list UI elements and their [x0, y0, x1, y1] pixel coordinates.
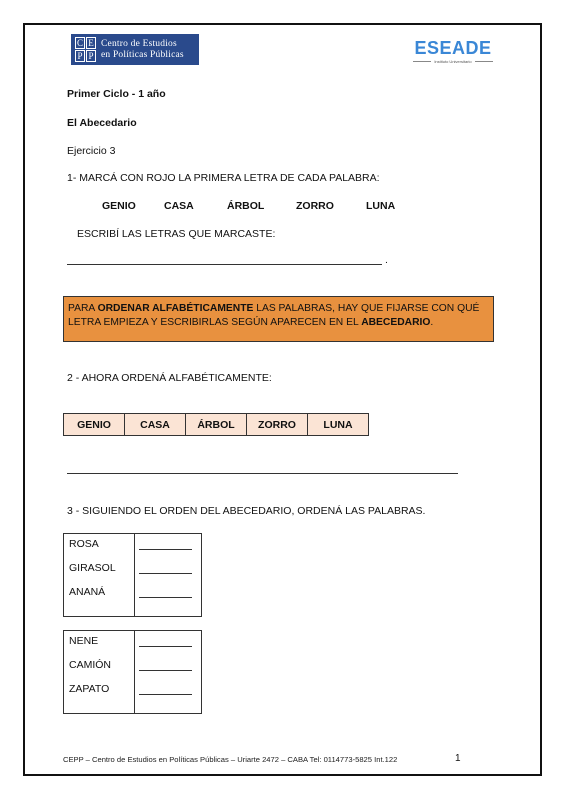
answer-line-period: . — [385, 254, 388, 266]
task2-word-cell: GENIO — [64, 414, 125, 435]
eseade-logo-name: ESEADE — [414, 38, 492, 58]
answer-blank[interactable] — [135, 659, 201, 683]
word-column — [64, 534, 135, 616]
table-word: ROSA — [69, 538, 99, 550]
note-emphasis: ABECEDARIO — [361, 317, 431, 328]
eseade-logo — [408, 38, 498, 66]
answer-line — [67, 264, 382, 265]
eseade-tagline-text: Instituto Universitario — [434, 59, 472, 64]
eseade-logo-tagline — [408, 59, 498, 64]
topic-heading: El Abecedario — [67, 117, 137, 129]
task2-word-table — [63, 413, 369, 436]
task1-word: LUNA — [366, 200, 396, 212]
table-word: ZAPATO — [69, 683, 110, 695]
answer-blank[interactable] — [135, 683, 201, 707]
cepp-letter: C — [76, 38, 83, 48]
task2-instruction: 2 - AHORA ORDENÁ ALFABÉTICAMENTE: — [67, 372, 272, 384]
note-text: . — [430, 317, 434, 328]
answer-blank[interactable] — [135, 635, 201, 659]
page-footer: CEPP – Centro de Estudios en Políticas Públicas – Uriarte 2472 – CABA Tel: 0114773-5825 Int.122 — [63, 755, 398, 764]
answer-column — [135, 631, 201, 713]
note-text: LAS PALABRAS, HAY QUE FIJARSE CON QUÉ LETRA EMPIEZA Y ESCRIBIRLAS SEGÚN APARECEN EN EL — [68, 303, 480, 328]
word-column — [64, 631, 135, 713]
task3-table-1 — [63, 533, 202, 617]
table-word: ANANÁ — [69, 586, 106, 598]
cepp-logo — [71, 34, 199, 65]
task1-write-prompt: ESCRIBÍ LAS LETRAS QUE MARCASTE: — [77, 228, 276, 240]
task1-instruction: 1- MARCÁ CON ROJO LA PRIMERA LETRA DE CADA PALABRA: — [67, 172, 380, 184]
answer-blank[interactable] — [135, 586, 201, 610]
task1-word: ÁRBOL — [227, 200, 265, 212]
task2-word-cell: ZORRO — [247, 414, 308, 435]
page-number: 1 — [455, 753, 461, 764]
task3-instruction: 3 - SIGUIENDO EL ORDEN DEL ABECEDARIO, ORDENÁ LAS PALABRAS. — [67, 505, 426, 517]
task2-word-cell: CASA — [125, 414, 186, 435]
answer-blank[interactable] — [135, 538, 201, 562]
answer-blank[interactable] — [135, 562, 201, 586]
cycle-heading: Primer Ciclo - 1 año — [67, 88, 166, 100]
note-text: PARA — [68, 303, 98, 314]
cepp-logo-text — [101, 39, 184, 61]
task1-word: CASA — [164, 200, 194, 212]
cepp-letter: E — [86, 37, 96, 49]
cepp-letter: P — [86, 50, 96, 62]
divider — [413, 61, 431, 62]
exercise-label: Ejercicio 3 — [67, 145, 116, 157]
answer-column — [135, 534, 201, 616]
task1-word: GENIO — [102, 200, 136, 212]
table-word: CAMIÓN — [69, 659, 111, 671]
task2-word-cell: LUNA — [323, 418, 353, 431]
alphabetical-note-box — [63, 296, 494, 342]
divider — [475, 61, 493, 62]
note-emphasis: ORDENAR ALFABÉTICAMENTE — [97, 303, 254, 314]
cepp-logo-line2: en Políticas Públicas — [101, 49, 184, 60]
table-word: GIRASOL — [69, 562, 116, 574]
task2-word-cell: ÁRBOL — [186, 414, 247, 435]
task1-word: ZORRO — [296, 200, 334, 212]
table-word: NENE — [69, 635, 99, 647]
task3-table-2 — [63, 630, 202, 714]
cepp-logo-line1: Centro de Estudios — [101, 38, 177, 49]
cepp-letter: P — [75, 50, 85, 62]
answer-line — [67, 473, 458, 474]
cepp-logo-mark — [75, 37, 96, 62]
